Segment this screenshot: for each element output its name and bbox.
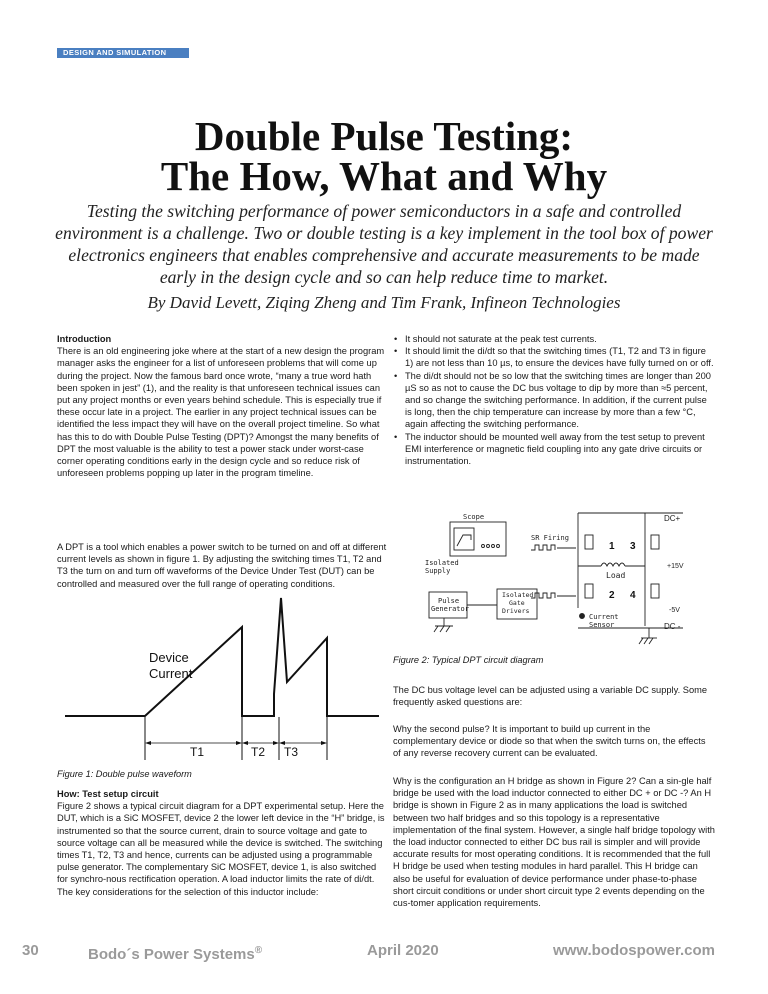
page-number: 30 bbox=[22, 942, 39, 959]
current-sensor-label-1: Current bbox=[589, 613, 619, 621]
sr-firing-label: SR Firing bbox=[531, 534, 569, 542]
device-3-label: 3 bbox=[630, 541, 636, 552]
bullet-item: • It should limit the di/dt so that the switching times (T1, T2 and T3 in figure 1) are not less than 10 µs, to ensure the devices have fully turned on or off. bbox=[393, 345, 715, 369]
gate-driver-label-1: Isolated bbox=[502, 591, 534, 599]
bullet-item: • It should not saturate at the peak test currents. bbox=[393, 333, 715, 345]
scope-label: Scope bbox=[463, 513, 485, 521]
second-pulse-paragraph: Why the second pulse? It is important to build up current in the complementary device or diode so that when the switch turns on, the effects of any reverse recovery current can be evaluated. bbox=[393, 724, 706, 759]
v-neg-label: -5V bbox=[669, 607, 680, 614]
intro-paragraph-1: There is an old engineering joke where at the start of a new design the program manager asks the engineer for a list of unforeseen problems that will come up during the project. Now the famous bard once wrote, “many a true word hath been spoken in jest” (1), and the reality is that unforeseen technical issues can put any project months or even years behind schedule. This is especially true if these occur late in a project. The earlier in any project technical issues can be identified the less impact they will have on the overall project timeline. So what has this to do with Double Pulse Testing (DPT)? Amongst the many benefits of DPT the most valuable is the ability to test a power stack under worst-case corner operating conditions early in the design cycle and so reduce risk of unforeseen problems popping up later in the program timeline. bbox=[57, 346, 385, 479]
article-title-line2: The How, What and Why bbox=[160, 153, 608, 199]
scope-box bbox=[450, 522, 506, 556]
right-paragraph-2 bbox=[393, 723, 715, 760]
device-current-label-2: Current bbox=[149, 666, 193, 681]
magazine-name bbox=[88, 942, 262, 964]
dc-plus-label: DC+ bbox=[664, 514, 681, 523]
article-title-line1: Double Pulse Testing: bbox=[194, 113, 574, 159]
device-2-label: 2 bbox=[609, 590, 615, 601]
right-paragraph-1 bbox=[393, 684, 715, 708]
h-bridge-paragraph: Why is the configuration an H bridge as shown in Figure 2? Can a sin-gle half bridge be used with the load inductor connected to either DC + or DC -? An H bridge is shown in Figure 2 as in many applications the load is switched between two half bridges and so this topology is a representative implementation of the final system. However, a single half bridge topology with the load inductor connected to either DC bus rail is simpler and will provide accurate results for most operating conditions. It is recommended that the full H bridge be used when testing modules in hard parallel. This H bridge can also be useful for evaluation of device performance under phase-to-phase short circuit conditions or under short circuit type 2 events depending on the cus-tomer application requirements. bbox=[393, 776, 715, 909]
dc-minus-label: DC - bbox=[664, 622, 681, 631]
device-4-label: 4 bbox=[630, 590, 636, 601]
issue-date: April 2020 bbox=[367, 942, 439, 959]
current-waveform bbox=[65, 598, 379, 716]
test-setup-heading: How: Test setup circuit bbox=[57, 789, 159, 799]
pulse-generator-label-1: Pulse bbox=[438, 597, 460, 605]
device-current-label-1: Device bbox=[149, 650, 189, 665]
bullet-item: • The di/dt should not be so low that the switching times are longer than 200 µS so as not to cause the DC bus voltage to dip by more than ≈5 percent, and so change the switching performance. In addition, if the current pulse is long, then the chip temperature can increase by more than a few °C, again affecting the switching performance. bbox=[393, 370, 715, 431]
current-sensor-label-2: Sensor bbox=[589, 621, 615, 629]
right-paragraph-3 bbox=[393, 775, 715, 909]
isolated-supply-label-2: Supply bbox=[425, 567, 451, 575]
intro-heading: Introduction bbox=[57, 334, 112, 344]
registered-mark: ® bbox=[254, 945, 263, 956]
intro-paragraph-2: A DPT is a tool which enables a power switch to be turned on and off at different current levels as shown in figure 1. By adjusting the switching times T1, T2 and T3 the turn on and turn off waveforms of the Device Under Test (DUT) can be controlled and measured over the full range of operating conditions. bbox=[57, 542, 387, 589]
bullet-item: • The inductor should be mounted well away from the test setup to prevent EMI interference or magnetic field coupling into any gate drive circuits or instrumentation. bbox=[393, 431, 715, 468]
magazine-name-text: Bodo´s Power Systems bbox=[88, 946, 255, 963]
t3-label: T3 bbox=[284, 745, 299, 759]
byline: By David Levett, Ziqing Zheng and Tim Frank, Infineon Technologies bbox=[147, 293, 621, 312]
website-url: www.bodospower.com bbox=[553, 942, 715, 959]
test-setup-body: Figure 2 shows a typical circuit diagram for a DPT experimental setup. Here the DUT, which is a SiC MOSFET, device 2 the lower left device in the “H” bridge, is instrumented so that the source current, drain to source voltage and gate to source voltage can all be measured while the device is switched. The switching times T1, T2, T3 and hence, currents can be adjusted using a programmable pulse generator. The complementary SiC MOSFET, device 1, is also switched for synchro-nous rectification operation. A load inductor limits the rate of di/dt. The key considerations for the selection of this inductor include: bbox=[57, 801, 385, 897]
inductor-considerations bbox=[393, 333, 715, 467]
isolated-supply-label-1: Isolated bbox=[425, 559, 459, 567]
figure-1-caption: Figure 1: Double pulse waveform bbox=[57, 769, 192, 779]
gate-driver-label-2: Gate bbox=[509, 599, 525, 607]
dc-bus-paragraph: The DC bus voltage level can be adjusted using a variable DC supply. Some frequently asked questions are: bbox=[393, 685, 708, 708]
t1-label: T1 bbox=[190, 745, 205, 759]
test-setup-section bbox=[57, 788, 387, 898]
figure-1-waveform bbox=[57, 595, 387, 780]
standfirst: Testing the switching performance of power semiconductors in a safe and controlled environment is a challenge. Two or double testing is a key implement in the tool box of power electronics engineers that enables comprehensive and accurate measurements to be made early in the design cycle and so can help reduce time to market. bbox=[55, 201, 713, 287]
section-tag: DESIGN AND SIMULATION bbox=[57, 48, 189, 58]
device-1-label: 1 bbox=[609, 541, 615, 552]
figure-2-caption: Figure 2: Typical DPT circuit diagram bbox=[393, 655, 544, 665]
gate-driver-label-3: Drivers bbox=[502, 607, 530, 615]
figure-2-circuit bbox=[413, 508, 713, 648]
intro-paragraph-2-block bbox=[57, 541, 387, 590]
pulse-generator-label-2: Generator bbox=[431, 605, 469, 613]
v-pos-label: +15V bbox=[667, 563, 684, 570]
intro-section bbox=[57, 333, 387, 479]
t2-label: T2 bbox=[251, 745, 266, 759]
load-label: Load bbox=[606, 571, 626, 580]
